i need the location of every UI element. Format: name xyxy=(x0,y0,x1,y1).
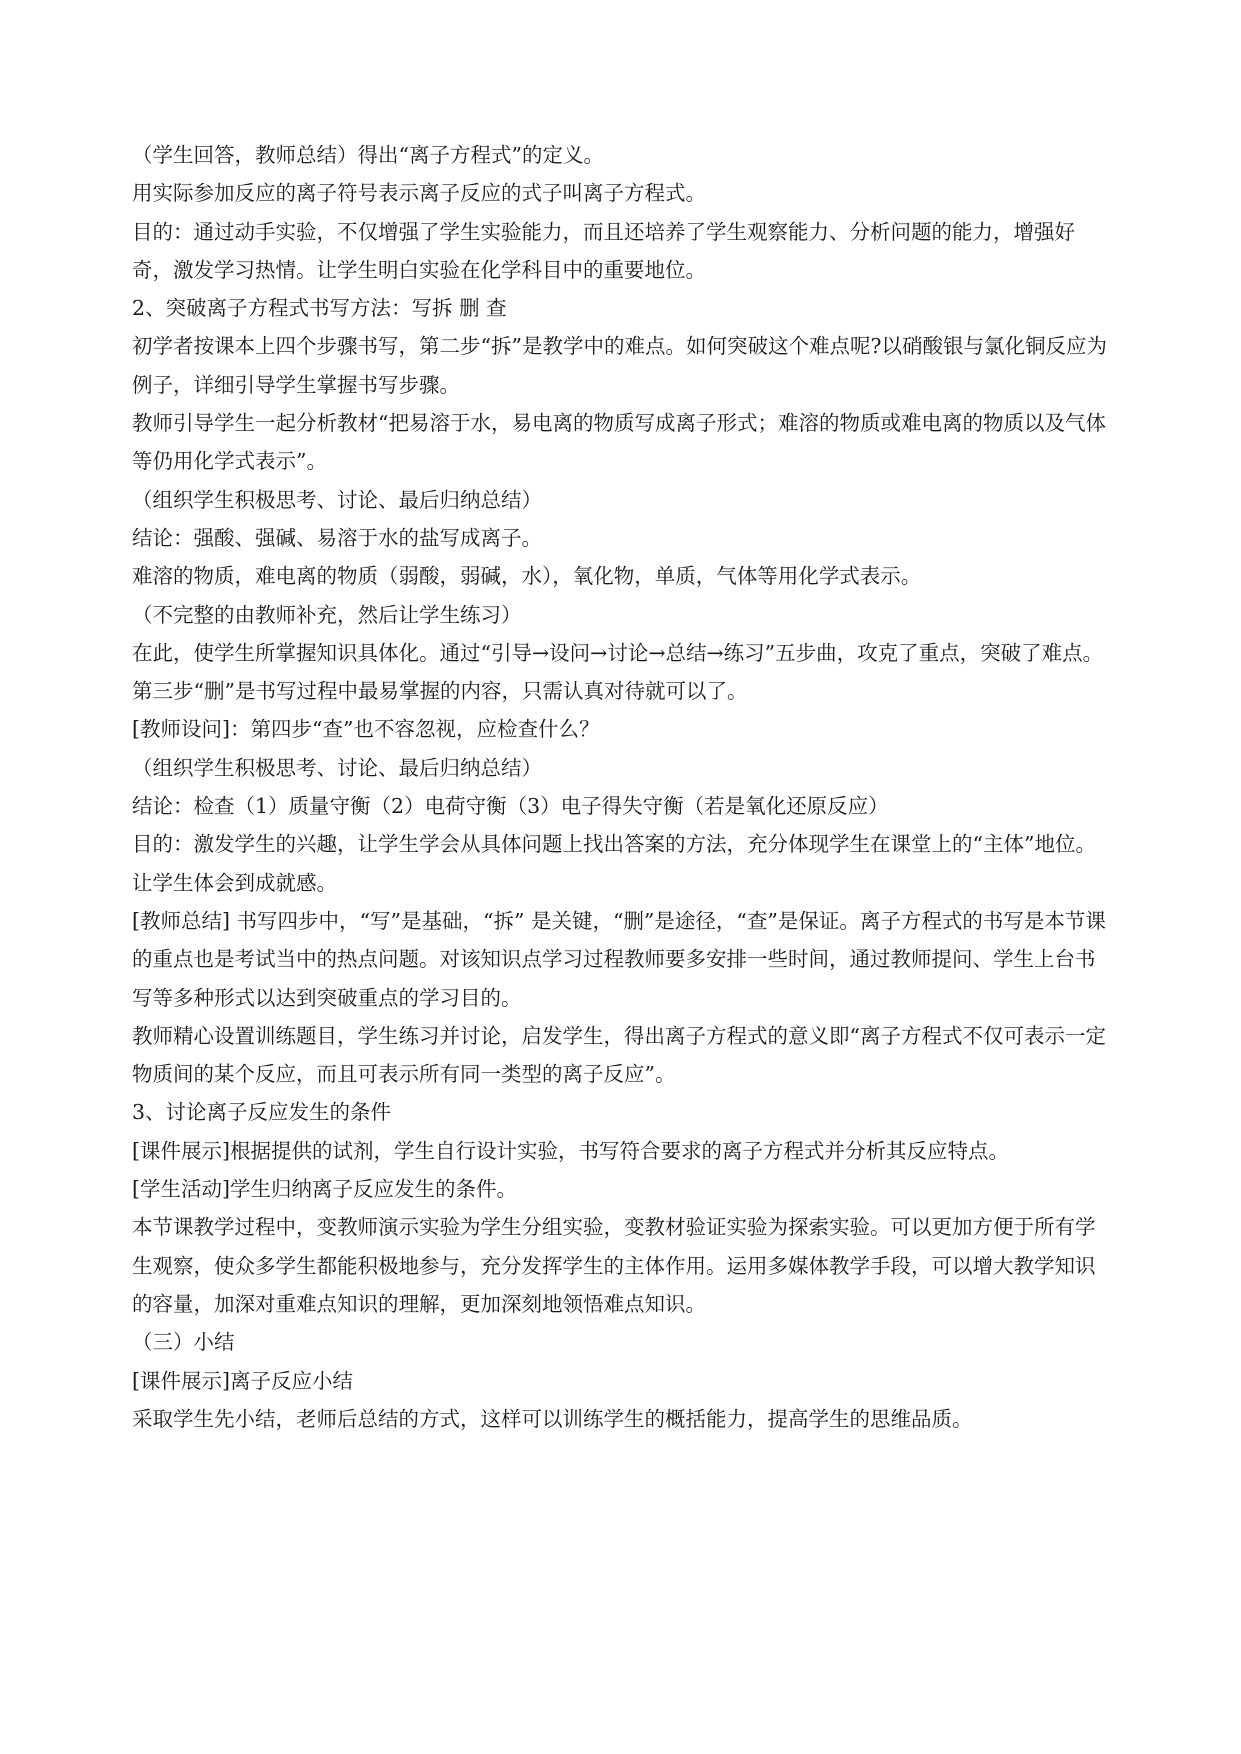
paragraph: 第三步“删”是书写过程中最易掌握的内容，只需认真对待就可以了。 xyxy=(132,679,748,704)
paragraph: [课件展示]根据提供的试剂，学生自行设计实验，书写符合要求的离子方程式并分析其反应特点。 xyxy=(132,1138,1009,1163)
paragraph: [学生活动]学生归纳离子反应发生的条件。 xyxy=(132,1177,517,1202)
paragraph: （不完整的由教师补充，然后让学生练习） xyxy=(132,602,522,627)
paragraph: [教师设问]：第四步“查”也不容忽视，应检查什么？ xyxy=(132,717,600,742)
paragraph: （组织学生积极思考、讨论、最后归纳总结） xyxy=(132,487,542,512)
paragraph: 在此，使学生所掌握知识具体化。通过“引导→设问→讨论→总结→练习”五步曲，攻克了重点，突破了难点。 xyxy=(132,640,1104,665)
paragraph: 采取学生先小结，老师后总结的方式，这样可以训练学生的概括能力，提高学生的思维品质。 xyxy=(132,1406,973,1431)
section-heading: 3、讨论离子反应发生的条件 xyxy=(132,1100,392,1125)
paragraph: 初学者按课本上四个步骤书写，第二步“拆”是教学中的难点。如何突破这个难点呢?以硝酸银与氯化铜反应为例子，详细引导学生掌握书写步骤。 xyxy=(132,334,1107,397)
paragraph: 目的：激发学生的兴趣，让学生学会从具体问题上找出答案的方法，充分体现学生在课堂上的“主体”地位。让学生体会到成就感。 xyxy=(132,832,1096,895)
paragraph: 难溶的物质，难电离的物质（弱酸，弱碱，水），氧化物，单质，气体等用化学式表示。 xyxy=(132,564,922,589)
paragraph: （组织学生积极思考、讨论、最后归纳总结） xyxy=(132,755,542,780)
paragraph: 结论：强酸、强碱、易溶于水的盐写成离子。 xyxy=(132,525,542,550)
section-heading: 2、突破离子方程式书写方法：写拆 删 查 xyxy=(132,296,507,321)
paragraph: 用实际参加反应的离子符号表示离子反应的式子叫离子方程式。 xyxy=(132,181,706,206)
paragraph: [教师总结] 书写四步中，“写”是基础，“拆” 是关键，“删”是途径，“查”是保证。离子方程式的书写是本节课的重点也是考试当中的热点问题。对该知识点学习过程教师要多安排一些时间，通过教师提问、学生上台书写等多种形式以达到突破重点的学习目的。 xyxy=(132,908,1106,1010)
document-body xyxy=(132,136,1114,1438)
paragraph: 目的：通过动手实验，不仅增强了学生实验能力，而且还培养了学生观察能力、分析问题的能力，增强好奇，激发学习热情。让学生明白实验在化学科目中的重要地位。 xyxy=(132,219,1075,282)
paragraph: 本节课教学过程中，变教师演示实验为学生分组实验，变教材验证实验为探索实验。可以更加方便于所有学生观察，使众多学生都能积极地参与，充分发挥学生的主体作用。运用多媒体教学手段，可以增大教学知识的容量，加深对重难点知识的理解，更加深刻地领悟难点知识。 xyxy=(132,1215,1096,1316)
paragraph: 教师精心设置训练题目，学生练习并讨论，启发学生，得出离子方程式的意义即“离子方程式不仅可表示一定物质间的某个反应，而且可表示所有同一类型的离子反应”。 xyxy=(132,1023,1106,1087)
paragraph: （学生回答，教师总结）得出“离子方程式”的定义。 xyxy=(132,143,604,167)
paragraph: 教师引导学生一起分析教材“把易溶于水，易电离的物质写成离子形式；难溶的物质或难电离的物质以及气体等仍用化学式表示”。 xyxy=(132,411,1106,474)
section-heading: （三）小结 xyxy=(132,1330,235,1355)
paragraph: [课件展示]离子反应小结 xyxy=(132,1368,353,1393)
paragraph: 结论：检查（1）质量守衡（2）电荷守衡（3）电子得失守衡（若是氧化还原反应） xyxy=(132,794,889,819)
